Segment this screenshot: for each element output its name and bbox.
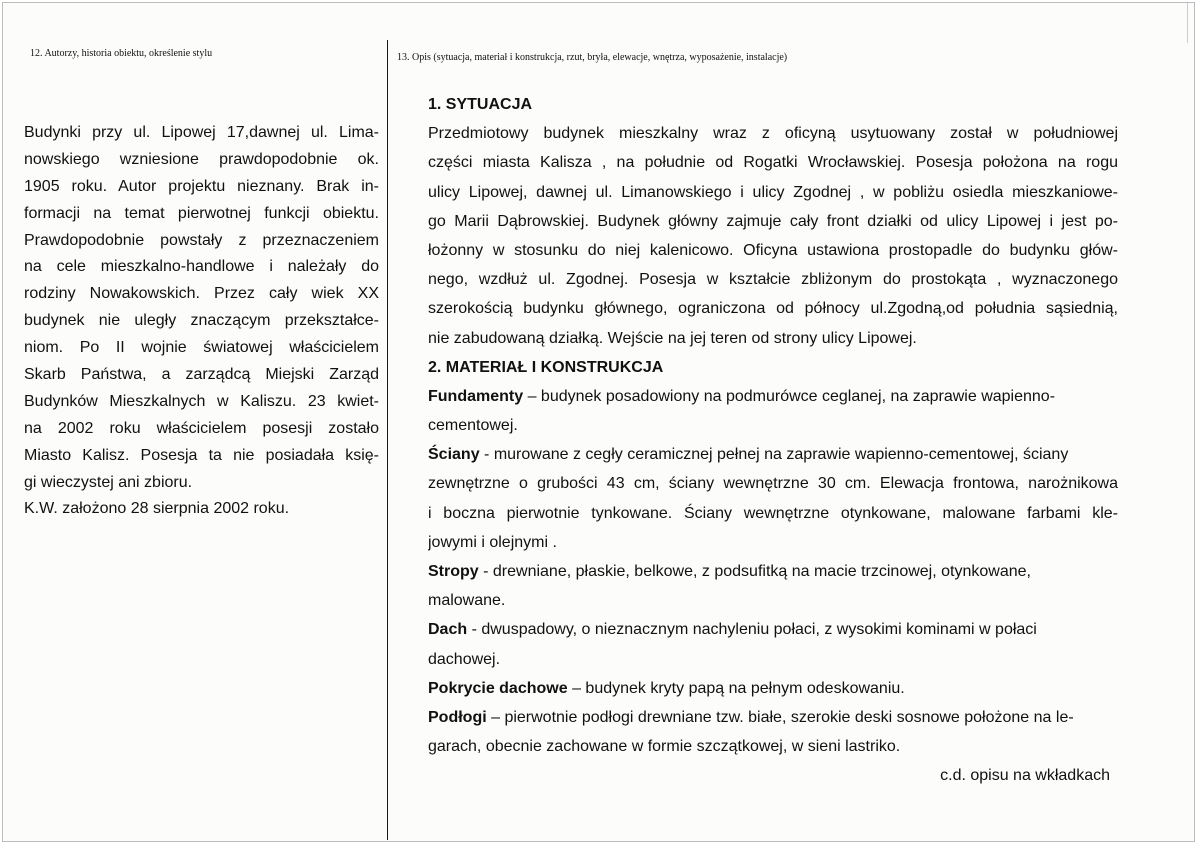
sciany-text: - murowane z cegły ceramicznej pełnej na zaprawie wapienno-cementowej, ściany [479,446,1069,464]
sytuacja-line: szerokością budynku głównego, ograniczona od północy ul.Zgodną,od południa sąsiednią, [428,300,1118,318]
history-line: budynek nie uległy znaczącym przekształce- [24,312,379,330]
history-line: Skarb Państwa, a zarządcą Miejski Zarząd [24,366,379,384]
sytuacja-line: łożonny w stosunku do niej kalenicowo. Oficyna ustawiona prostopadle do budynku głów- [428,241,1118,259]
sciany-line: i boczna pierwotnie tynkowane. Ściany wewnętrzne otynkowane, malowane farbami kle- [428,504,1118,522]
section-heading-sytuacja: 1. SYTUACJA [428,96,533,113]
sytuacja-line: nie zabudowaną działką. Wejście na jej teren od strony ulicy Lipowej. [428,329,917,347]
column-divider [387,40,388,840]
dach-line: dachowej. [428,650,501,668]
history-line: K.W. założono 28 sierpnia 2002 roku. [24,500,290,518]
history-line: gi wieczystej ani zbioru. [24,473,193,491]
dach-line [428,615,1118,644]
fundamenty-line [428,382,1118,411]
sciany-term: Ściany [428,446,480,464]
stropy-term: Stropy [428,563,479,580]
section-heading-material: 2. MATERIAŁ I KONSTRUKCJA [428,358,664,376]
field-label-description: 13. Opis (sytuacja, materiał i konstrukcja, rzut, bryła, elewacje, wnętrza, wyposażenie, instalacje) [397,52,788,63]
page-edge [1181,3,1188,43]
sytuacja-line: go Marii Dąbrowskiej. Budynek główny zajmuje cały front działki od ulicy Lipowej i jest po- [428,212,1118,230]
podlogi-line [428,703,1118,732]
history-line: formacji na temat pierwotnej funkcji obiektu. [24,204,379,222]
continuation-note: c.d. opisu na wkładkach [940,767,1110,785]
history-line: Miasto Kalisz. Posesja ta nie posiadała księ- [24,446,379,464]
history-text [24,120,379,523]
pokrycie-text: – budynek kryty papą na pełnym odeskowaniu. [567,679,905,697]
sciany-line: zewnętrzne o grubości 43 cm, ściany wewnętrzne 30 cm. Elewacja frontowa, narożnikowa [428,475,1118,493]
sytuacja-line: ulicy Lipowej, dawnej ul. Limanowskiego i ulicy Zgodnej , w pobliżu osiedla mieszkaniowe- [428,183,1118,201]
podlogi-text: – pierwotnie podłogi drewniane tzw. białe, szerokie deski sosnowe położone na le- [486,708,1074,726]
history-line: rodziny Nowakowskich. Przez cały wiek XX [24,285,379,303]
fundamenty-term: Fundamenty [428,387,524,405]
sytuacja-line: części miasta Kalisza , na południe od Rogatki Wrocławskiej. Posesja położona na rogu [428,154,1118,172]
sciany-line: jowymi i olejnymi . [428,533,557,551]
field-label-authors-history: 12. Autorzy, historia obiektu, określenie stylu [30,48,213,59]
sytuacja-line: nego, wzdłuż ul. Zgodnej. Posesja w kształcie zbliżonym do prostokąta , wyznaczonego [428,271,1118,289]
fundamenty-text: – budynek posadowiony na podmurówce ceglanej, na zaprawie wapienno- [523,387,1056,405]
dach-text: - dwuspadowy, o nieznacznym nachyleniu połaci, z wysokimi kominami w połaci [467,621,1037,639]
sytuacja-line: Przedmiotowy budynek mieszkalny wraz z oficyną usytuowany został w południowej [428,125,1118,143]
pokrycie-line [428,674,1118,703]
history-line: nowskiego wzniesione prawdopodobnie ok. [24,150,379,168]
history-line: 1905 roku. Autor projektu nieznany. Brak in- [24,177,379,195]
history-line: na 2002 roku właścicielem posesji zostało [24,419,379,437]
stropy-text: - drewniane, płaskie, belkowe, z podsufitką na macie trzcinowej, otynkowane, [478,563,1031,580]
pokrycie-term: Pokrycie dachowe [428,679,568,697]
history-line: na cele mieszkalno-handlowe i należały do [24,258,379,276]
sciany-line [428,440,1118,469]
history-line: niom. Po II wojnie światowej właścicielem [24,339,379,357]
history-line: Prawdopodobnie powstały z przeznaczeniem [24,231,379,249]
fundamenty-line: cementowej. [428,417,518,435]
dach-term: Dach [428,621,468,639]
podlogi-term: Podłogi [428,708,487,726]
stropy-line [428,557,1118,586]
description-text [428,90,1118,791]
history-line: Budynków Mieszkalnych w Kaliszu. 23 kwiet- [24,392,379,410]
podlogi-line: garach, obecnie zachowane w formie szczątkowej, w sieni lastriko. [428,738,901,756]
history-line: Budynki przy ul. Lipowej 17,dawnej ul. Lima- [24,124,379,141]
stropy-line: malowane. [428,592,506,610]
